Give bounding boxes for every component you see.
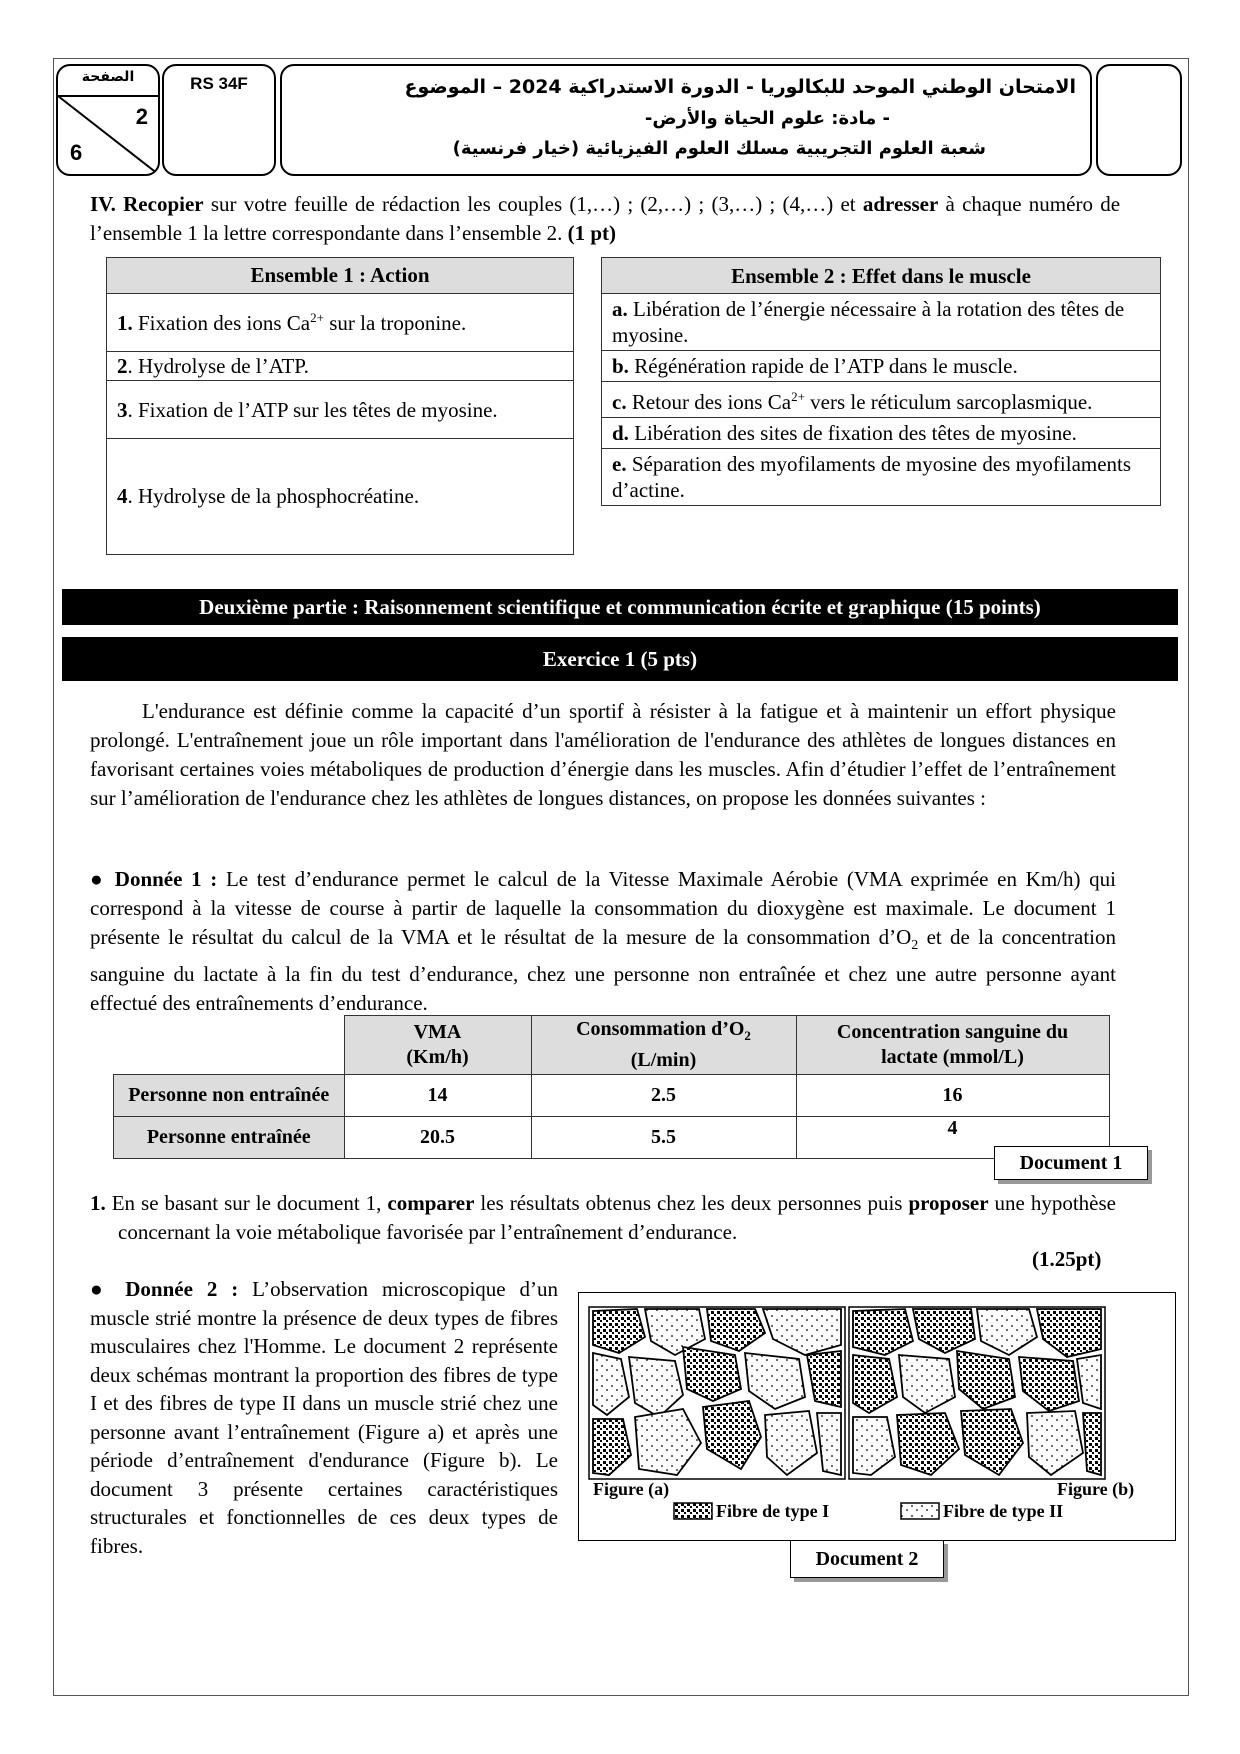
page-number-box: [56, 64, 160, 176]
item-number: 1.: [117, 310, 133, 335]
q4-number: IV.: [90, 192, 116, 216]
donnee-1-text: et de la concentration sanguine du lactate à la fin du test d’endurance, chez une personne non entraînée et chez une autre personne ayant effectué des entraînements d’endurance.: [90, 925, 1116, 1016]
lactate-value: 4: [796, 1117, 1109, 1159]
ensemble-2-item-c: [602, 382, 1161, 418]
item-number: 2: [117, 354, 128, 378]
title-line-1: الامتحان الوطني الموحد للبكالوريا - الدورة الاستدراكية 2024 – الموضوع: [404, 76, 1076, 98]
o2-value: 2.5: [531, 1075, 796, 1117]
vma-header: [344, 1016, 531, 1075]
figure-a-label: Figure (a): [593, 1479, 670, 1499]
vma-value: 20.5: [344, 1117, 531, 1159]
item-text: . Hydrolyse de la phosphocréatine.: [127, 484, 420, 508]
donnee-1-paragraph: [90, 865, 1116, 1018]
q4-text-2: à chaque numéro de l’ensemble 1 la lettre correspondante dans l’ensemble 2.: [90, 192, 1121, 245]
ensemble-2-item-d: [602, 418, 1161, 449]
ensemble-2-item-e: [602, 449, 1161, 506]
ensemble-1-item-2: [107, 352, 574, 381]
q1-text: une hypothèse concernant la voie métabolique favorisée par l’entraînement d’endurance.: [118, 1191, 1116, 1244]
o2-header: [531, 1016, 796, 1075]
title-line-2: - مادة: علوم الحياة والأرض-: [644, 108, 890, 129]
q1-number: 1.: [90, 1191, 106, 1215]
o2-value: 5.5: [531, 1117, 796, 1159]
item-text: Séparation des myofilaments de myosine des myofilaments d’actine.: [612, 452, 1132, 502]
table-row: [114, 1117, 1110, 1159]
figure-b-fibers: [849, 1307, 1105, 1479]
ensemble-2-header: Ensemble 2 : Effet dans le muscle: [602, 258, 1161, 294]
item-text: . Fixation de l’ATP sur les têtes de myosine.: [127, 397, 498, 422]
item-number: 4: [117, 484, 128, 508]
item-text: Libération des sites de fixation des têtes de myosine.: [628, 421, 1077, 445]
item-letter: a.: [612, 297, 628, 321]
lactate-header-line-2: lactate (mmol/L): [881, 1046, 1024, 1068]
o2-header-subscript: 2: [744, 1028, 751, 1043]
item-text: sur la troponine.: [323, 310, 467, 335]
document-1-caption: Document 1: [994, 1146, 1148, 1180]
legend-type-2-swatch: [901, 1503, 939, 1519]
vma-header-line-2: (Km/h): [406, 1046, 469, 1068]
ensemble-2-item-b: [602, 351, 1161, 382]
donnee-2-paragraph: [90, 1275, 558, 1560]
ensemble-1-table: [106, 257, 574, 555]
o2-header-line-1: Consommation d’O: [576, 1018, 745, 1040]
ensemble-2-item-a: [602, 294, 1161, 351]
total-pages: 6: [70, 140, 83, 165]
q1-points: (1.25pt): [1032, 1247, 1102, 1271]
lactate-header: [796, 1016, 1109, 1075]
q1-verb-1: comparer: [387, 1191, 475, 1215]
item-text: Libération de l’énergie nécessaire à la rotation des têtes de myosine.: [612, 297, 1125, 347]
vma-value: 14: [344, 1075, 531, 1117]
donnee-1-text: Le test d’endurance permet le calcul de la Vitesse Maximale Aérobie (VMA exprimée en Km/h) qui correspond à la vitesse de course à partir de laquelle la consommation du dioxygène est maximale. Le document 1 présente le résultat du calcul de la VMA et le résultat de la mesure de la consommation d’O: [90, 867, 1116, 949]
vma-header-line-1: VMA: [413, 1021, 462, 1043]
document-1-table: [113, 1015, 1110, 1159]
question-4: [90, 190, 1120, 248]
part-2-title: Deuxième partie : Raisonnement scientifique et communication écrite et graphique (15 points): [62, 589, 1178, 625]
donnee-2-label: ● Donnée 2 :: [90, 1277, 239, 1301]
empty-corner-cell: [114, 1016, 345, 1075]
item-text: Régénération rapide de l’ATP dans le muscle.: [628, 354, 1018, 378]
item-text: vers le réticulum sarcoplasmique.: [804, 390, 1093, 414]
item-letter: c.: [612, 390, 627, 414]
muscle-fiber-diagram: [579, 1293, 1175, 1540]
figure-a-fibers: [589, 1307, 845, 1479]
exam-code-box: [162, 64, 276, 176]
page-number: 2: [135, 104, 148, 129]
q4-points: (1 pt): [567, 221, 616, 245]
exam-title-box: [280, 64, 1092, 176]
item-letter: d.: [612, 421, 629, 445]
legend-type-2-label: Fibre de type II: [943, 1501, 1064, 1521]
lactate-header-line-1: Concentration sanguine du: [836, 1021, 1069, 1043]
figure-b-label: Figure (b): [1057, 1479, 1135, 1499]
item-number: 3: [117, 397, 128, 422]
item-text: Retour des ions Ca: [626, 390, 792, 414]
ensemble-1-item-3: [107, 381, 574, 439]
q4-verb-2: adresser: [862, 192, 939, 216]
page-label: الصفحة: [81, 69, 135, 85]
item-text: . Hydrolyse de l’ATP.: [127, 354, 309, 378]
q1-text: les résultats obtenus chez les deux personnes puis: [474, 1191, 909, 1215]
item-superscript: 2+: [310, 309, 324, 325]
item-letter: e.: [612, 452, 627, 476]
item-superscript: 2+: [791, 389, 805, 404]
document-2-caption: Document 2: [790, 1540, 944, 1578]
blank-header-box: [1096, 64, 1182, 176]
exam-code: RS 34F: [190, 74, 248, 93]
q1-text: En se basant sur le document 1,: [105, 1191, 388, 1215]
ensemble-2-table: [601, 257, 1161, 506]
o2-header-line-2: (L/min): [630, 1049, 697, 1071]
question-1: [90, 1189, 1116, 1247]
legend-type-1-swatch: [674, 1503, 712, 1519]
ensemble-1-item-4: [107, 439, 574, 555]
row-label: Personne non entraînée: [114, 1075, 345, 1117]
donnee-1-subscript: 2: [911, 938, 919, 954]
ensemble-1-header: Ensemble 1 : Action: [107, 258, 574, 294]
title-line-3: شعبة العلوم التجريبية مسلك العلوم الفيزيائية (خيار فرنسية): [452, 138, 986, 159]
document-2-frame: [578, 1292, 1176, 1541]
q4-text-1: sur votre feuille de rédaction les couples (1,…) ; (2,…) ; (3,…) ; (4,…) et: [203, 192, 863, 216]
q1-verb-2: proposer: [908, 1191, 989, 1215]
donnee-2-text: L’observation microscopique d’un muscle strié montre la présence de deux types de fibres musculaires chez l'Homme. Le document 2 représente deux schémas montrant la proportion des fibres de type I et des fibres de type II dans un muscle strié chez une personne avant l’entraînement (Figure a) et après une période d’entraînement d'endurance (Figure b). Le document 3 présente certaines caractéristiques structurales et fonctionnelles de ces deux types de fibres.: [90, 1277, 559, 1558]
item-text: Fixation des ions Ca: [132, 310, 311, 335]
intro-paragraph: L'endurance est définie comme la capacité d’un sportif à résister à la fatigue et à maintenir un effort physique prolongé. L'entraînement joue un rôle important dans l'amélioration de l'endurance des athlètes de longues distances en favorisant certaines voies métaboliques de production d’énergie dans les muscles. Afin d’étudier l’effet de l’entraînement sur l’amélioration de l'endurance chez les athlètes de longues distances, on propose les données suivantes :: [90, 699, 1116, 810]
table-row: [114, 1075, 1110, 1117]
exercise-1-title: Exercice 1 (5 pts): [62, 637, 1178, 681]
ensemble-1-item-1: [107, 294, 574, 352]
legend-type-1-label: Fibre de type I: [716, 1501, 830, 1521]
row-label: Personne entraînée: [114, 1117, 345, 1159]
lactate-value: 16: [796, 1075, 1109, 1117]
donnee-1-label: ● Donnée 1 :: [90, 867, 218, 891]
q4-verb-1: Recopier: [123, 192, 204, 216]
item-letter: b.: [612, 354, 629, 378]
